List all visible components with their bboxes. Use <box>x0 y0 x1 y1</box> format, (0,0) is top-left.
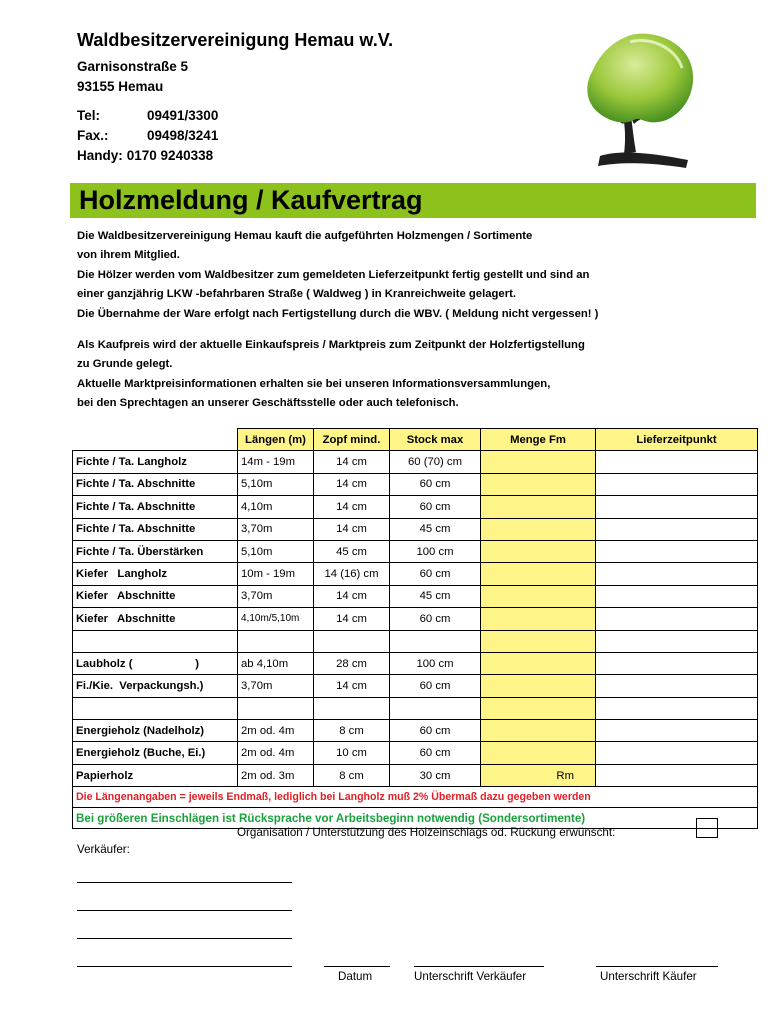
seller-signature-label: Unterschrift Verkäufer <box>414 970 527 983</box>
cell-top-diameter: 10 cm <box>314 742 390 764</box>
cell-length: 14m - 19m <box>238 451 314 473</box>
header-cell-quantity: Menge Fm <box>481 429 596 451</box>
buyer-signature-label: Unterschrift Käufer <box>600 970 697 983</box>
seller-line-2[interactable] <box>77 910 292 911</box>
cell-top-diameter: 28 cm <box>314 652 390 674</box>
unit-rm-label: Rm <box>556 769 574 782</box>
cell-product: Fichte / Ta. Langholz <box>73 451 238 473</box>
table-row <box>73 540 758 562</box>
cell-butt-max: 60 cm <box>390 608 481 630</box>
delivery-input-cell[interactable] <box>596 720 758 742</box>
quantity-input-cell[interactable] <box>481 675 596 697</box>
header-cell-top-diameter: Zopf mind. <box>314 429 390 451</box>
quantity-input-cell[interactable] <box>481 720 596 742</box>
cell-top-diameter: 14 cm <box>314 585 390 607</box>
cell-product[interactable] <box>73 697 238 719</box>
table-row <box>73 563 758 585</box>
delivery-input-cell[interactable] <box>596 652 758 674</box>
cell-top-diameter: 14 cm <box>314 608 390 630</box>
cell-butt-max: 45 cm <box>390 585 481 607</box>
cell-length: 4,10m <box>238 496 314 518</box>
contact-value: 09491/3300 <box>147 108 219 123</box>
delivery-input-cell[interactable] <box>596 630 758 652</box>
quantity-input-cell[interactable] <box>481 451 596 473</box>
cell-butt-max: 60 cm <box>390 563 481 585</box>
cell-length: 3,70m <box>238 585 314 607</box>
cell-product: Fichte / Ta. Abschnitte <box>73 496 238 518</box>
contact-value: 0170 9240338 <box>126 148 214 163</box>
contact-label: Fax.: <box>77 128 109 143</box>
cell-top-diameter: 8 cm <box>314 764 390 786</box>
intro-line: einer ganzjährig LKW -befahrbaren Straße ( Waldweg ) in Kranreichweite gelagert. <box>77 288 516 301</box>
cell-butt-max: 60 cm <box>390 675 481 697</box>
table-row <box>73 451 758 473</box>
cell-top-diameter: 14 cm <box>314 675 390 697</box>
intro-line: Die Übernahme der Ware erfolgt nach Fertigstellung durch die WBV. ( Meldung nicht vergessen! ) <box>77 307 599 320</box>
cell-length: 5,10m <box>238 473 314 495</box>
delivery-input-cell[interactable] <box>596 608 758 630</box>
cell-product: Energieholz (Buche, Ei.) <box>73 742 238 764</box>
cell-length: 5,10m <box>238 540 314 562</box>
intro-line: Die Hölzer werden vom Waldbesitzer zum gemeldeten Lieferzeitpunkt fertig gestellt und sind an <box>77 268 590 281</box>
cell-top-diameter: 45 cm <box>314 540 390 562</box>
cell-product: Laubholz ( ) <box>73 652 238 674</box>
cell-product: Fichte / Ta. Abschnitte <box>73 473 238 495</box>
cell-butt-max: 60 cm <box>390 742 481 764</box>
quantity-input-cell[interactable] <box>481 608 596 630</box>
cell-product: Kiefer Langholz <box>73 563 238 585</box>
table-row <box>73 675 758 697</box>
contact-mobile <box>77 146 497 166</box>
cell-top-diameter: 14 cm <box>314 451 390 473</box>
cell-length: 3,70m <box>238 518 314 540</box>
cell-butt-max: 60 cm <box>390 496 481 518</box>
cell-product[interactable] <box>73 630 238 652</box>
cell-length[interactable] <box>238 697 314 719</box>
cell-top-diameter: 14 cm <box>314 496 390 518</box>
delivery-input-cell[interactable] <box>596 764 758 786</box>
table-row <box>73 608 758 630</box>
title-bar <box>70 183 756 218</box>
buyer-signature-line[interactable] <box>596 966 718 967</box>
cell-butt-max[interactable] <box>390 697 481 719</box>
table-row <box>73 518 758 540</box>
delivery-input-cell[interactable] <box>596 496 758 518</box>
date-line[interactable] <box>324 966 390 967</box>
seller-line-4[interactable] <box>77 966 292 967</box>
address <box>77 57 497 97</box>
cell-top-diameter: 8 cm <box>314 720 390 742</box>
cell-butt-max: 60 (70) cm <box>390 451 481 473</box>
quantity-input-cell[interactable] <box>481 652 596 674</box>
header-cell-delivery: Lieferzeitpunkt <box>596 429 758 451</box>
cell-length: 2m od. 3m <box>238 764 314 786</box>
cell-butt-max[interactable] <box>390 630 481 652</box>
organisation-checkbox[interactable] <box>696 818 718 838</box>
contact-value: 09498/3241 <box>147 128 219 143</box>
intro-text <box>77 227 757 414</box>
table-row <box>73 496 758 518</box>
table-row-blank <box>73 630 758 652</box>
contact-block <box>77 106 497 166</box>
organisation-question: Organisation / Unterstützung des Holzeinschlags od. Rückung erwünscht: <box>237 826 616 839</box>
quantity-input-cell[interactable] <box>481 630 596 652</box>
cell-product: Papierholz <box>73 764 238 786</box>
delivery-input-cell[interactable] <box>596 742 758 764</box>
quantity-input-cell[interactable] <box>481 585 596 607</box>
table-row <box>73 742 758 764</box>
delivery-input-cell[interactable] <box>596 675 758 697</box>
table-note-row <box>73 787 758 808</box>
cell-length: 2m od. 4m <box>238 720 314 742</box>
delivery-input-cell[interactable] <box>596 563 758 585</box>
cell-top-diameter: 14 (16) cm <box>314 563 390 585</box>
address-street: Garnisonstraße 5 <box>77 59 189 74</box>
contact-label: Handy: <box>77 148 123 163</box>
intro-line: bei den Sprechtagen an unserer Geschäftsstelle oder auch telefonisch. <box>77 397 459 410</box>
cell-butt-max: 60 cm <box>390 720 481 742</box>
quantity-input-cell[interactable] <box>481 764 596 786</box>
seller-line-1[interactable] <box>77 882 292 883</box>
table-row <box>73 652 758 674</box>
cell-length: 2m od. 4m <box>238 742 314 764</box>
cell-butt-max: 30 cm <box>390 764 481 786</box>
org-name: Waldbesitzervereinigung Hemau w.V. <box>77 30 394 50</box>
intro-line: Die Waldbesitzervereinigung Hemau kauft die aufgeführten Holzmengen / Sortimente <box>77 230 533 242</box>
table-row <box>73 720 758 742</box>
page-title: Holzmeldung / Kaufvertrag <box>79 185 423 215</box>
cell-butt-max: 100 cm <box>390 540 481 562</box>
seller-signature-line[interactable] <box>414 966 544 967</box>
delivery-input-cell[interactable] <box>596 585 758 607</box>
cell-length: ab 4,10m <box>238 652 314 674</box>
header-cell-butt-max: Stock max <box>390 429 481 451</box>
wood-order-table <box>72 428 758 829</box>
cell-product: Kiefer Abschnitte <box>73 585 238 607</box>
quantity-input-cell[interactable] <box>481 473 596 495</box>
consultation-note: Bei größeren Einschlägen ist Rücksprache vor Arbeitsbeginn notwendig (Sondersortimente) <box>73 808 758 829</box>
cell-length[interactable] <box>238 630 314 652</box>
cell-product: Fi./Kie. Verpackungsh.) <box>73 675 238 697</box>
cell-top-diameter[interactable] <box>314 630 390 652</box>
delivery-input-cell[interactable] <box>596 540 758 562</box>
cell-length: 10m - 19m <box>238 563 314 585</box>
cell-product: Fichte / Ta. Überstärken <box>73 540 238 562</box>
delivery-input-cell[interactable] <box>596 697 758 719</box>
seller-line-3[interactable] <box>77 938 292 939</box>
seller-label: Verkäufer: <box>77 843 130 856</box>
quantity-input-cell[interactable] <box>481 742 596 764</box>
intro-line: Als Kaufpreis wird der aktuelle Einkaufspreis / Marktpreis zum Zeitpunkt der Holzfertigstellung <box>77 339 585 352</box>
length-note: Die Längenangaben = jeweils Endmaß, lediglich bei Langholz muß 2% Übermaß dazu gegeben werden <box>73 787 758 808</box>
table-row <box>73 473 758 495</box>
cell-product: Fichte / Ta. Abschnitte <box>73 518 238 540</box>
table-row-blank <box>73 697 758 719</box>
intro-line: zu Grunde gelegt. <box>77 358 173 371</box>
cell-butt-max: 45 cm <box>390 518 481 540</box>
cell-product: Energieholz (Nadelholz) <box>73 720 238 742</box>
table-row <box>73 585 758 607</box>
table-header-row <box>73 429 758 451</box>
delivery-input-cell[interactable] <box>596 518 758 540</box>
letterhead <box>77 28 497 166</box>
cell-length: 4,10m/5,10m <box>238 608 314 630</box>
table-row <box>73 764 758 786</box>
quantity-input-cell[interactable] <box>481 697 596 719</box>
cell-length: 3,70m <box>238 675 314 697</box>
paragraph-gap <box>77 324 757 336</box>
header-cell-product <box>73 429 238 451</box>
quantity-input-cell[interactable] <box>481 540 596 562</box>
tree-logo-icon <box>578 28 698 173</box>
cell-top-diameter: 14 cm <box>314 473 390 495</box>
intro-line: Aktuelle Marktpreisinformationen erhalten sie bei unseren Informationsversammlungen, <box>77 377 551 390</box>
cell-top-diameter[interactable] <box>314 697 390 719</box>
contact-fax <box>77 126 497 146</box>
cell-butt-max: 60 cm <box>390 473 481 495</box>
contact-tel <box>77 106 497 126</box>
delivery-input-cell[interactable] <box>596 451 758 473</box>
cell-top-diameter: 14 cm <box>314 518 390 540</box>
date-label: Datum <box>338 970 373 983</box>
quantity-input-cell[interactable] <box>481 563 596 585</box>
quantity-input-cell[interactable] <box>481 496 596 518</box>
delivery-input-cell[interactable] <box>596 473 758 495</box>
intro-line: von ihrem Mitglied. <box>77 249 180 262</box>
contact-label: Tel: <box>77 108 100 123</box>
quantity-input-cell[interactable] <box>481 518 596 540</box>
cell-butt-max: 100 cm <box>390 652 481 674</box>
cell-product: Kiefer Abschnitte <box>73 608 238 630</box>
header-cell-length: Längen (m) <box>238 429 314 451</box>
address-city: 93155 Hemau <box>77 79 164 94</box>
